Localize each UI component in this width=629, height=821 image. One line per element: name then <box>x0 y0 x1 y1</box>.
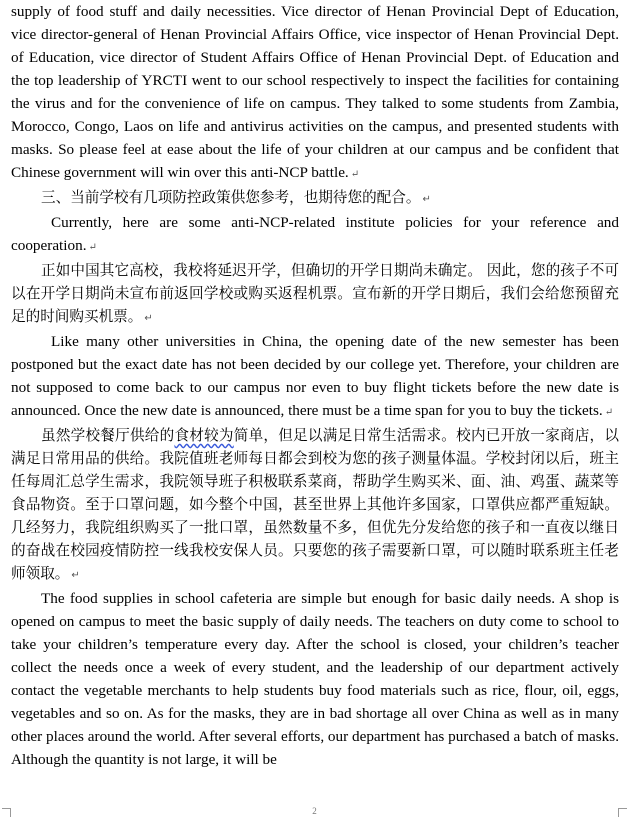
paragraph-4: 正如中国其它高校，我校将延迟开学，但确切的开学日期尚未确定。 因此，您的孩子不可以在开学日期尚未宣布前返回学校或购买返程机票。宣布新的开学日期后，我们会给您预留充足的时间购买机票。 ↵ <box>11 262 619 325</box>
document-page <box>11 0 619 771</box>
page-number: 2 <box>312 806 317 816</box>
spellcheck-underline: 食材较为 <box>174 427 234 444</box>
paragraph-mark: ↵ <box>71 570 80 581</box>
paragraph-mark: ↵ <box>350 169 360 180</box>
paragraph-mark: ↵ <box>422 194 431 205</box>
paragraph-6: 虽然学校餐厅供给的食材较为简单，但足以满足日常生活需求。校内已开放一家商店，以满足日常用品的供给。我院值班老师每日都会到校为您的孩子测量体温。学校封闭以后，班主任每周汇总学生需求，我院领导班子积极联系菜商，帮助学生购买米、面、油、鸡蛋、蔬菜等食品物资。至于口罩问题，如今整个中国，甚至世界上其他许多国家，口罩供应都严重短缺。几经努力，我院组织购买了一批口罩，虽然数量不多，但优先分发给您的孩子和一直夜以继日的奋战在校园疫情防控一线我校安保人员。只要您的孩子需要新口罩，可以随时联系班主任老师领取。 ↵ <box>11 427 619 582</box>
paragraph-7: The food supplies in school cafeteria are simple but enough for basic daily needs. A shop is opened on campus to meet the basic supply of daily needs. The teachers on duty come to school to take your children’s temperature every day. After the school is closed, your children’s teacher collect the needs once a week of every student, and the leadership of our department actively contact the vegetable merchants to help students buy food materials such as rice, flour, oil, eggs, vegetables and so on. As for the masks, they are in bad shortage all over China as well as in many other places around the world. After several efforts, our department has purchased a batch of masks. Although the quantity is not large, it will be <box>11 590 619 768</box>
paragraph-mark: ↵ <box>604 407 614 418</box>
paragraph-5: Like many other universities in China, the opening date of the new semester has been postponed but the exact date has not been decided by our college yet. Therefore, your children are not supposed to come back to our campus nor even to buy flight tickets before the new date is announced. Once the new date is announced, there must be a time span for you to buy the tickets. ↵ <box>11 333 619 419</box>
paragraph-1: supply of food stuff and daily necessities. Vice director of Henan Provincial Dept of Education, vice director-general of Henan Provincial Affairs Office, vice inspector of Henan Provincial Dept. of Education, vice director of Student Affairs Office of Henan Provincial Dept. of Education and the top leadership of YRCTI went to our school respectively to inspect the facilities for containing the virus and for the convenience of life on campus. They talked to some students from Zambia, Morocco, Congo, Laos on life and antivirus activities on the campus, and presented students with masks. So please feel at ease about the life of your children at our campus and be confident that Chinese government will win over this anti-NCP battle. ↵ <box>11 3 619 181</box>
paragraph-mark: ↵ <box>144 313 153 324</box>
paragraph-2-heading: 三、当前学校有几项防控政策供您参考，也期待您的配合。 ↵ <box>41 189 431 206</box>
paragraph-3: Currently, here are some anti-NCP-related institute policies for your reference and cooperation. ↵ <box>11 214 619 254</box>
paragraph-mark: ↵ <box>88 242 97 253</box>
